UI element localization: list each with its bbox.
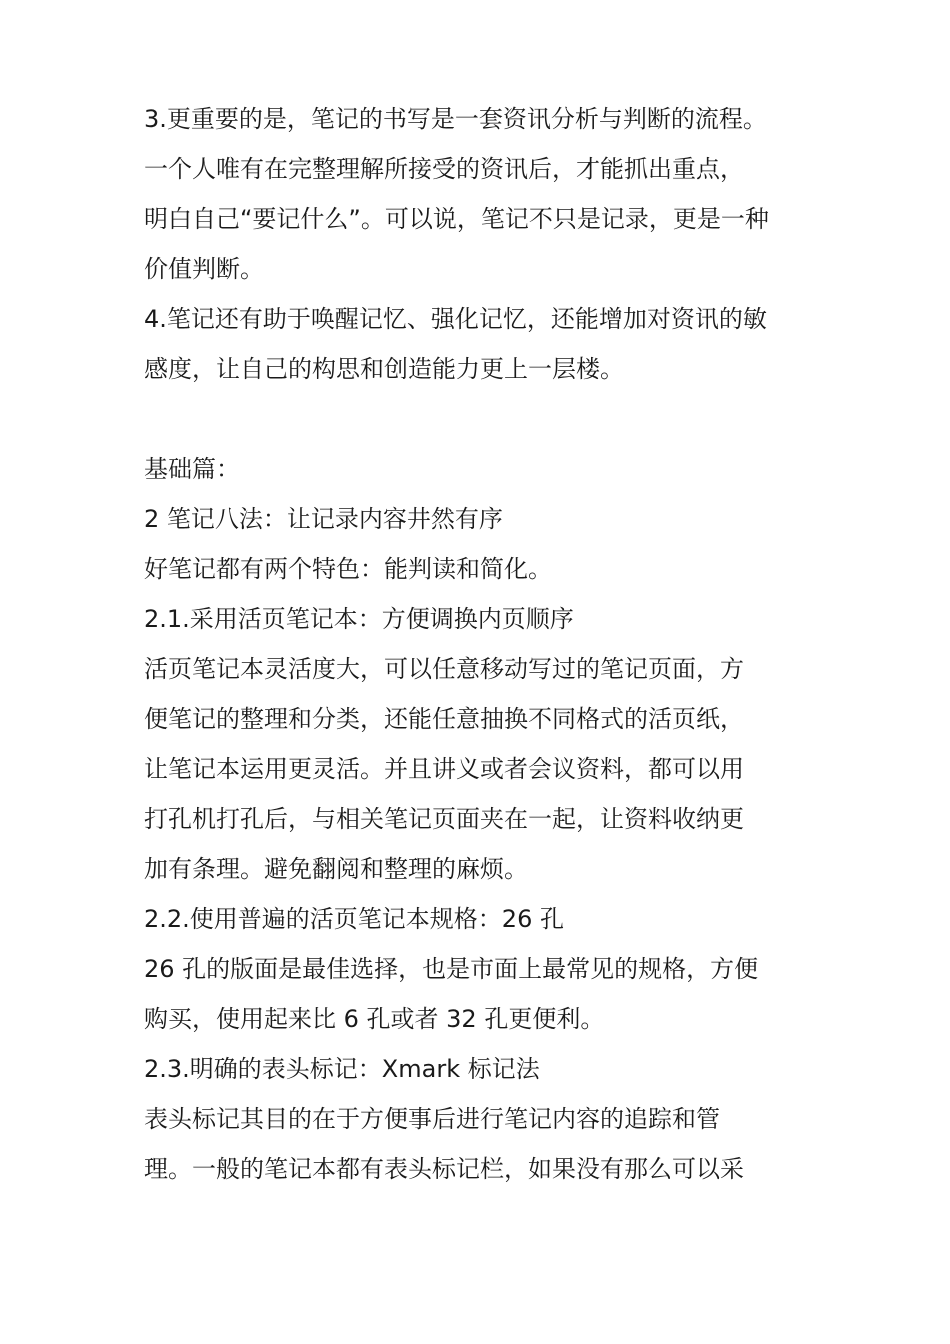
paragraph-line: 便笔记的整理和分类，还能任意抽换不同格式的活页纸， xyxy=(144,705,744,733)
paragraph-line: 活页笔记本灵活度大，可以任意移动写过的笔记页面，方 xyxy=(144,655,744,683)
document-body xyxy=(144,94,824,1194)
blank-line xyxy=(144,394,824,444)
paragraph-line: 一个人唯有在完整理解所接受的资讯后，才能抓出重点， xyxy=(144,155,744,183)
paragraph-line: 打孔机打孔后，与相关笔记页面夹在一起，让资料收纳更 xyxy=(144,805,744,833)
subsection-heading: 2.3.明确的表头标记：Xmark 标记法 xyxy=(144,1055,540,1083)
chapter-heading: 2 笔记八法：让记录内容井然有序 xyxy=(144,505,503,533)
paragraph-line: 购买，使用起来比 6 孔或者 32 孔更便利。 xyxy=(144,1005,605,1033)
paragraph-line: 感度，让自己的构思和创造能力更上一层楼。 xyxy=(144,355,624,383)
subsection-heading: 2.2.使用普遍的活页笔记本规格：26 孔 xyxy=(144,905,564,933)
paragraph-line: 明白自己“要记什么”。可以说，笔记不只是记录，更是一种 xyxy=(144,205,769,233)
paragraph-line: 3.更重要的是，笔记的书写是一套资讯分析与判断的流程。 xyxy=(144,105,767,133)
paragraph-line: 4.笔记还有助于唤醒记忆、强化记忆，还能增加对资讯的敏 xyxy=(144,305,767,333)
subsection-heading: 2.1.采用活页笔记本：方便调换内页顺序 xyxy=(144,605,574,633)
paragraph-line: 好笔记都有两个特色：能判读和简化。 xyxy=(144,555,552,583)
paragraph-line: 价值判断。 xyxy=(144,255,264,283)
paragraph-line: 26 孔的版面是最佳选择，也是市面上最常见的规格，方便 xyxy=(144,955,759,983)
paragraph-line: 表头标记其目的在于方便事后进行笔记内容的追踪和管 xyxy=(144,1105,720,1133)
section-heading: 基础篇： xyxy=(144,455,240,483)
paragraph-line: 让笔记本运用更灵活。并且讲义或者会议资料，都可以用 xyxy=(144,755,744,783)
paragraph-line: 理。一般的笔记本都有表头标记栏，如果没有那么可以采 xyxy=(144,1155,744,1183)
paragraph-line: 加有条理。避免翻阅和整理的麻烦。 xyxy=(144,855,528,883)
